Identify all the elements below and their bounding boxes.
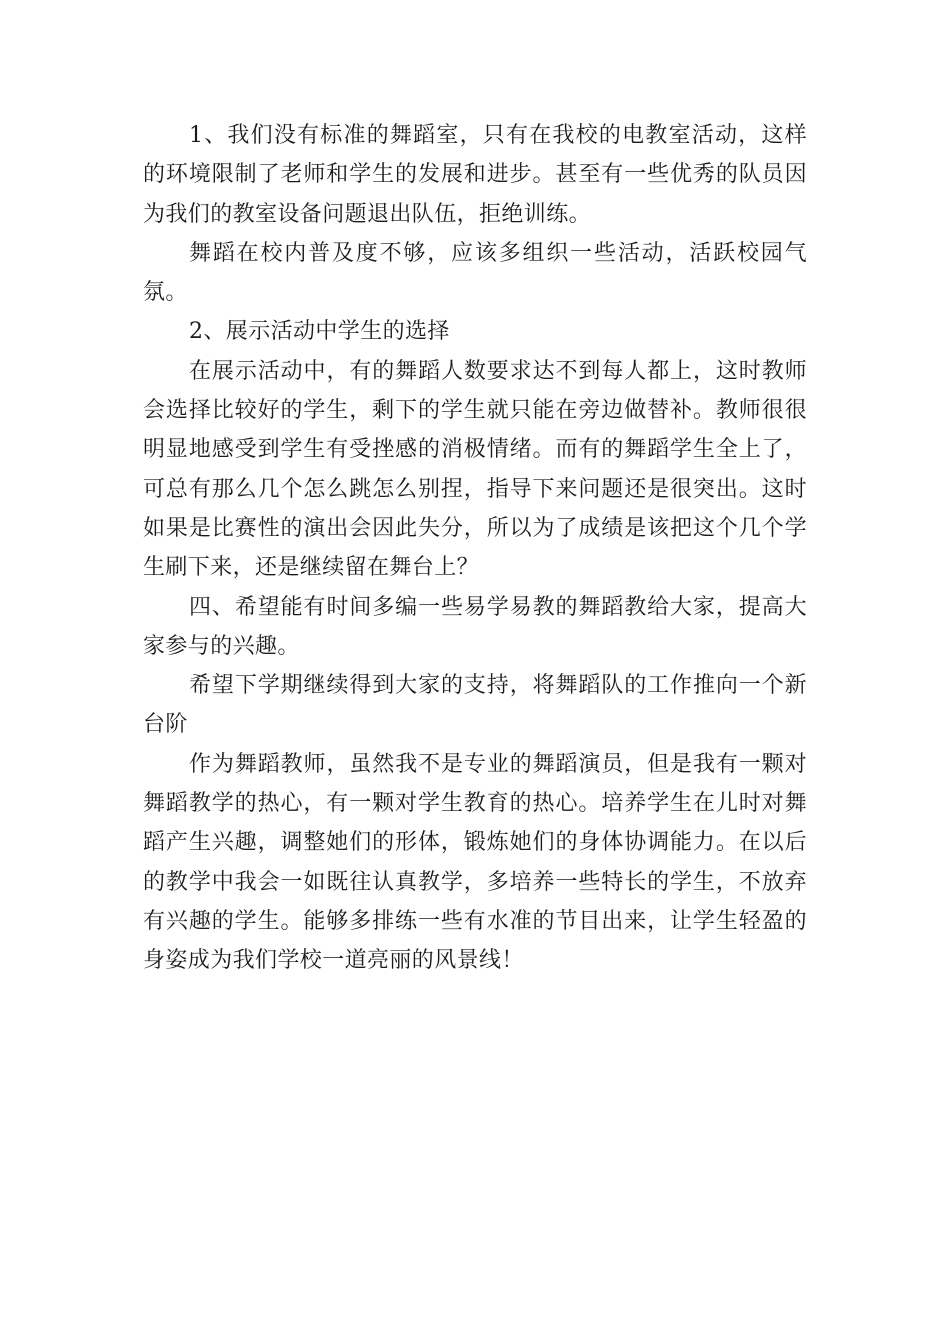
paragraph-heading-selection: 2、展示活动中学生的选择 [189,319,450,345]
paragraph-teacher-reflection: 作为舞蹈教师，虽然我不是专业的舞蹈演员，但是我有一颗对舞蹈教学的热心，有一颗对学生教育的热心。培养学生在儿时对舞蹈产生兴趣，调整她们的形体，锻炼她们的身体协调能力。在以后的教学中我会一如既往认真教学，多培养一些特长的学生，不放弃有兴趣的学生。能够多排练一些有水准的节目出来，让学生轻盈的身姿成为我们学校一道亮丽的风景线！ [143,751,807,974]
document-body [143,116,807,981]
paragraph-hope-support: 希望下学期继续得到大家的支持，将舞蹈队的工作推向一个新台阶 [143,673,807,738]
paragraph-selection-detail: 在展示活动中，有的舞蹈人数要求达不到每人都上，这时教师会选择比较好的学生，剩下的学生就只能在旁边做替补。教师很很明显地感受到学生有受挫感的消极情绪。而有的舞蹈学生全上了，可总有那么几个怎么跳怎么别捏，指导下来问题还是很突出。这时如果是比赛性的演出会因此失分，所以为了成绩是该把这个几个学生刷下来，还是继续留在舞台上？ [143,358,807,581]
paragraph-hope-choreography: 四、希望能有时间多编一些易学易教的舞蹈教给大家，提高大家参与的兴趣。 [143,594,807,659]
paragraph-facility-problem: 1、我们没有标准的舞蹈室，只有在我校的电教室活动，这样的环境限制了老师和学生的发展和进步。甚至有一些优秀的队员因为我们的教室设备问题退出队伍，拒绝训练。 [143,123,807,227]
paragraph-popularity: 舞蹈在校内普及度不够，应该多组织一些活动，活跃校园气氛。 [143,240,807,306]
